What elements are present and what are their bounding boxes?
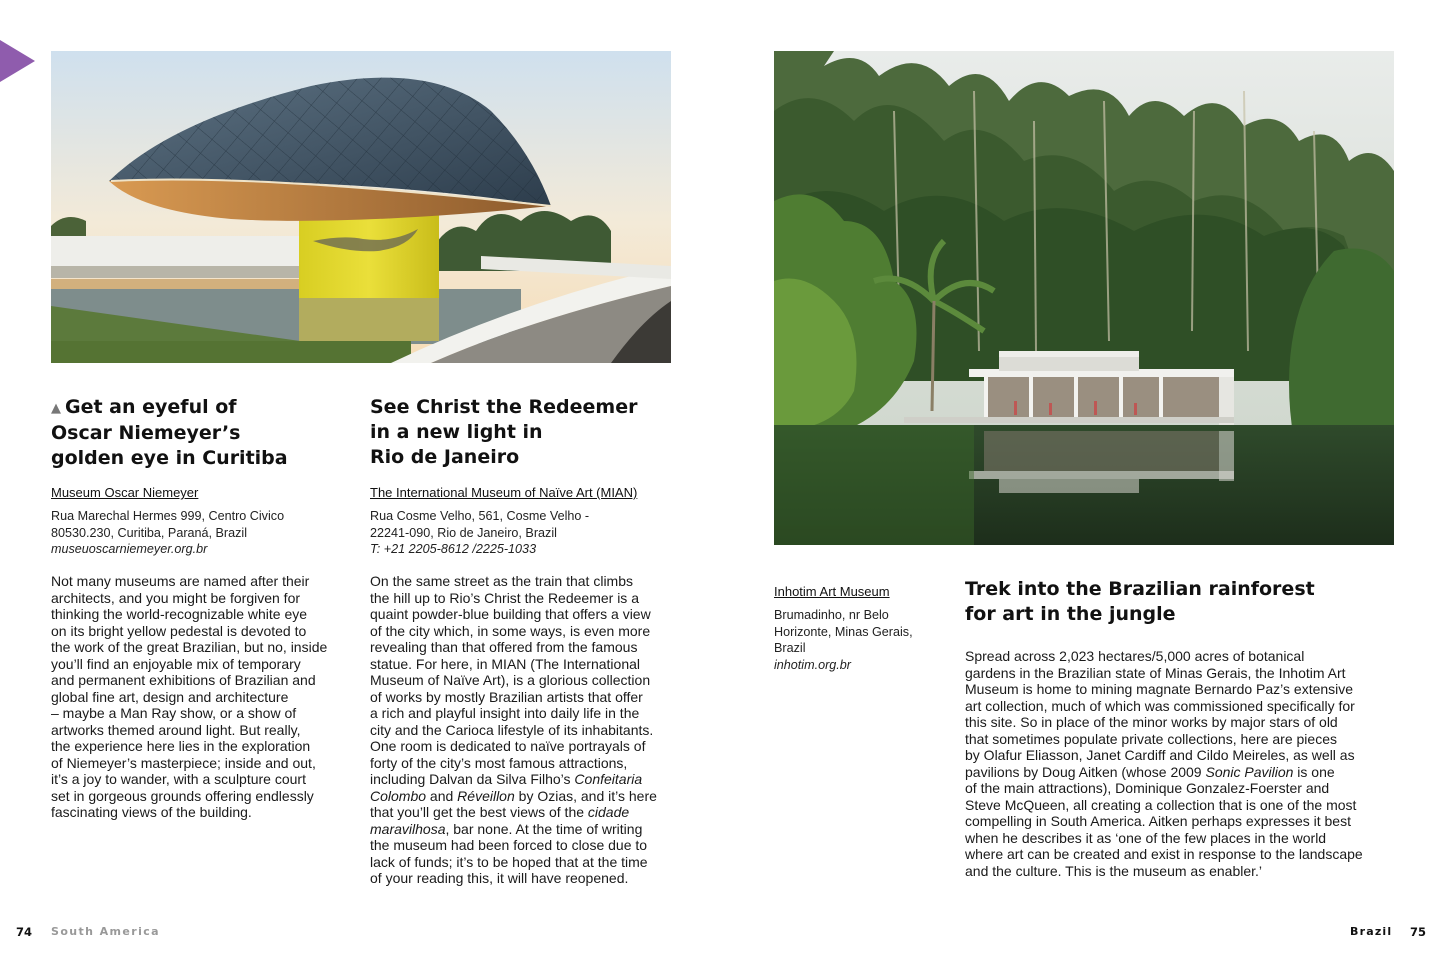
phone-mian: T: +21 2205-8612 /2225-1033 (370, 542, 537, 556)
section-marker-triangle (0, 40, 35, 82)
page-number-right: 75 (1410, 925, 1427, 939)
article-heading-mian: See Christ the Redeemer in a new light in Rio de Janeiro (370, 396, 638, 468)
venue-name-inhotim: Inhotim Art Museum (774, 584, 890, 599)
venue-name-mian: The International Museum of Naïve Art (MIAN) (370, 485, 638, 500)
article-body-niemeyer: Not many museums are named after their architects, and you might be forgiven for thinking the world-recognizable white eye on its bright yellow pedestal is devoted to the work of the great Brazilian, but no, inside you’ll find an enjoyable mix of temporary and permanent exhibitions of Brazilian and global fine art, design and architecture – maybe a Man Ray show, or a show of artworks themed around light. But really, the experience here lies in the exploration of Niemeyer’s masterpiece; inside and out, it’s a joy to wander, with a sculpture court set in gorgeous grounds offering endlessly fascinating views of the building. (51, 573, 328, 820)
inhotim-pavilion-photo (774, 51, 1394, 545)
venue-address-inhotim: Brumadinho, nr Belo Horizonte, Minas Gerais, Brazil inhotim.org.br (774, 607, 944, 673)
website-inhotim: inhotim.org.br (774, 657, 851, 672)
website-niemeyer: museuoscarniemeyer.org.br (51, 542, 208, 556)
venue-address-mian: Rua Cosme Velho, 561, Cosme Velho - 22241-090, Rio de Janeiro, Brazil T: +21 2205-8612 /2225-1033 (370, 508, 670, 558)
venue-address-niemeyer: Rua Marechal Hermes 999, Centro Civico 80530.230, Curitiba, Paraná, Brazil museuoscarniemeyer.org.br (51, 508, 351, 558)
venue-name-niemeyer: Museum Oscar Niemeyer (51, 485, 199, 500)
article-heading-niemeyer: ▲ Get an eyeful of Oscar Niemeyer’s golden eye in Curitiba (51, 396, 288, 469)
page-number-left: 74 (16, 925, 33, 939)
section-label-right: Brazil (1350, 925, 1393, 938)
niemeyer-museum-photo (51, 51, 671, 363)
up-triangle-icon: ▲ (51, 401, 61, 416)
article-heading-inhotim: Trek into the Brazilian rainforest for art in the jungle (965, 578, 1315, 625)
article-body-mian: On the same street as the train that climbs the hill up to Rio’s Christ the Redeemer is a quaint powder-blue building that offers a view of the city which, in some ways, is even more revealing than that offered from the famous statue. For here, in MIAN (The International Museum of Naïve Art), is a glorious collection of works by mostly Brazilian artists that offer a rich and playful insight into daily life in the city and the Carioca lifestyle of its inhabitants. One room is dedicated to naïve portrayals of forty of the city’s most famous attractions, including Dalvan da Silva Filho’s Confeitaria Colombo and Réveillon by Ozias, and it’s here that you’ll get the best views of the cidade maravilhosa, bar none. At the time of writing the museum had been forced to close due to lack of funds; it’s to be hoped that at the time of your reading this, it will have reopened. (370, 573, 657, 886)
section-label-left: South America (51, 925, 161, 938)
article-body-inhotim: Spread across 2,023 hectares/5,000 acres of botanical gardens in the Brazilian state of Minas Gerais, the Inhotim Art Museum is home to mining magnate Bernardo Paz’s extensive art collection, much of which was commissioned specifically for this site. So in place of the minor works by major stars of old that sometimes populate private collections, here are pieces by Olafur Eliasson, Janet Cardiff and Cildo Meireles, as well as pavilions by Doug Aitken (whose 2009 Sonic Pavilion is one of the main attractions), Dominique Gonzalez-Foerster and Steve McQueen, all creating a collection that is one of the most compelling in South America. Aitken perhaps expresses it best when he describes it as ‘one of the few places in the world where art can be created and exist in response to the landscape and the culture. This is the museum as enabler.’ (965, 648, 1363, 879)
